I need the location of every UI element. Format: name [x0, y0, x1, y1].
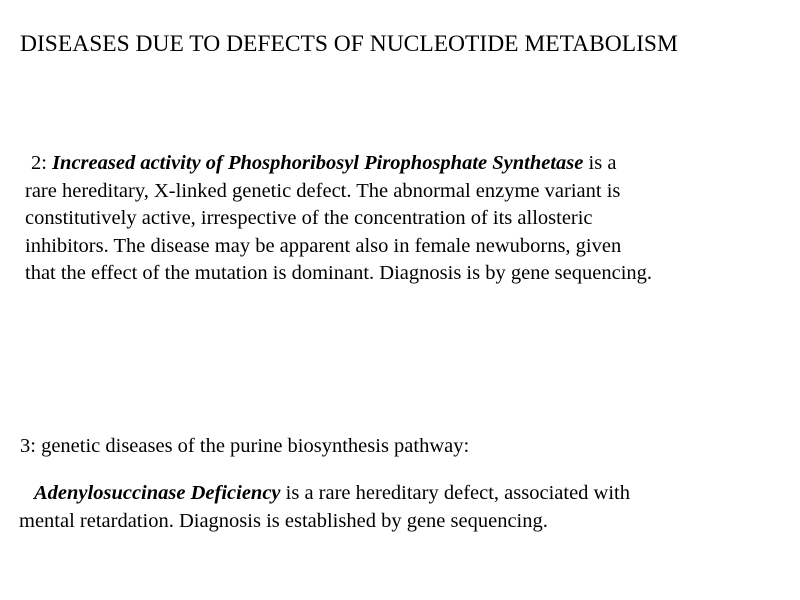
section-2-number: 2:: [31, 152, 53, 174]
section-2-term: Increased activity of Phosphoribosyl Pirophosphate Synthetase: [52, 152, 584, 174]
section-2-line-5: that the effect of the mutation is dominant. Diagnosis is by gene sequencing.: [25, 262, 653, 284]
section-3-line-1: [19, 480, 779, 508]
section-2-paragraph: [25, 150, 770, 288]
section-2-line-4: inhibitors. The disease may be apparent also in female newuborns, given: [25, 234, 622, 257]
section-3-line-2: mental retardation. Diagnosis is established by gene sequencing.: [19, 509, 548, 532]
section-2-line-2: rare hereditary, X-linked genetic defect. The abnormal enzyme variant is: [25, 179, 621, 202]
section-3-paragraph: [19, 480, 779, 535]
section-2-line-1: [25, 150, 770, 178]
section-3-term: Adenylosuccinase Deficiency: [34, 482, 281, 504]
section-3-heading: 3: genetic diseases of the purine biosynthesis pathway:: [20, 435, 470, 457]
section-2-text: is a: [583, 152, 617, 174]
section-2-line-3: constitutively active, irrespective of the concentration of its allosteric: [25, 207, 593, 229]
section-3-text: is a rare hereditary defect, associated with: [280, 482, 630, 504]
page-title: DISEASES DUE TO DEFECTS OF NUCLEOTIDE METABOLISM: [20, 31, 678, 57]
